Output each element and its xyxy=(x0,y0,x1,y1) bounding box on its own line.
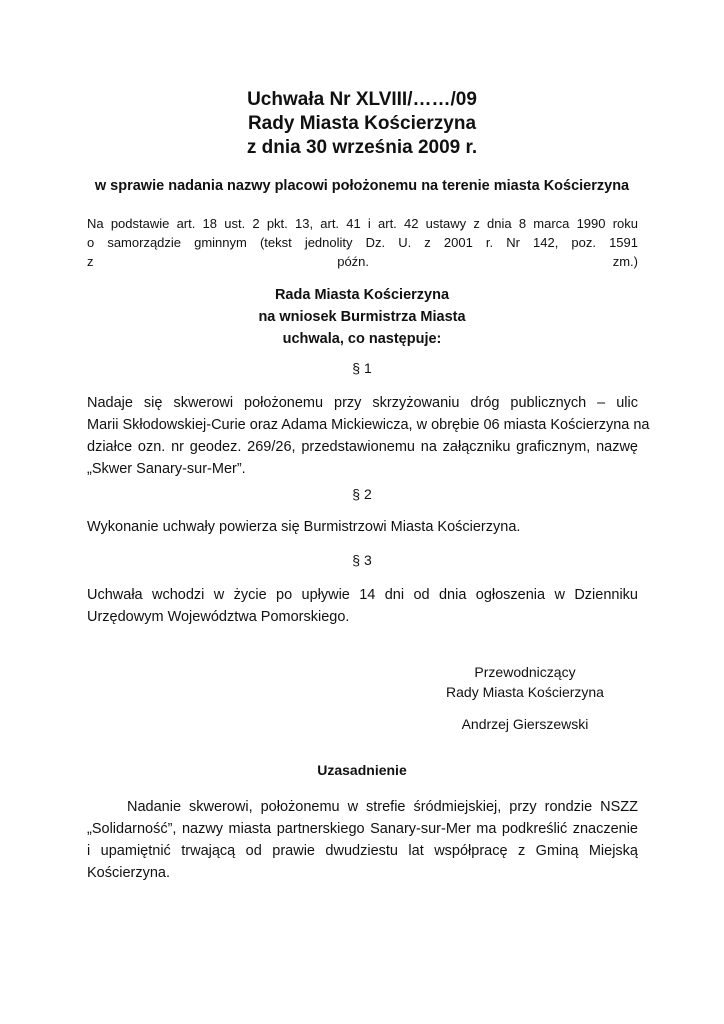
council-name-title: Rady Miasta Kościerzyna xyxy=(247,113,477,134)
section-2-line: Wykonanie uchwały powierza się Burmistrzowi Miasta Kościerzyna. xyxy=(87,519,521,535)
signature-name: Andrzej Gierszewski xyxy=(461,716,589,732)
justification-line: Kościerzyna. xyxy=(87,865,171,881)
section-3-line: Urzędowym Województwa Pomorskiego. xyxy=(87,609,350,625)
legal-basis-line: o samorządzie gminnym (tekst jednolity Dz. U. z 2001 r. Nr 142, poz. 1591 xyxy=(87,235,638,250)
legal-basis xyxy=(87,214,638,271)
justification-line: Nadanie skwerowi, położonemu w strefie śródmiejskiej, przy rondzie NSZZ xyxy=(127,799,638,815)
justification-heading: Uzasadnienie xyxy=(317,762,407,778)
resolution-number: Uchwała Nr XLVIII/……/09 xyxy=(247,89,477,110)
section-3-text xyxy=(87,584,638,628)
justification-line: „Solidarność”, nazwy miasta partnerskiego Sanary-sur-Mer ma podkreślić znaczenie xyxy=(87,821,638,837)
legal-basis-line: z późn. zm.) xyxy=(87,254,638,269)
section-2-text xyxy=(87,516,638,538)
preamble-request: na wniosek Burmistrza Miasta xyxy=(258,309,466,325)
section-sign-1: § 1 xyxy=(352,360,372,376)
legal-basis-line: Na podstawie art. 18 ust. 2 pkt. 13, art. 41 i art. 42 ustawy z dnia 8 marca 1990 roku xyxy=(87,216,638,231)
signature-body: Rady Miasta Kościerzyna xyxy=(446,684,604,700)
section-1-line: działce ozn. nr geodez. 269/26, przedstawionemu na załączniku graficznym, nazwę xyxy=(87,439,638,455)
section-1-line: „Skwer Sanary-sur-Mer”. xyxy=(87,461,246,477)
preamble-council: Rada Miasta Kościerzyna xyxy=(274,287,450,303)
resolution-date: z dnia 30 września 2009 r. xyxy=(246,137,478,158)
signature-role: Przewodniczący xyxy=(474,664,576,680)
section-1-line: Marii Skłodowskiej-Curie oraz Adama Mickiewicza, w obrębie 06 miasta Kościerzyna na xyxy=(87,417,650,433)
justification-text xyxy=(87,796,638,884)
resolution-subject: w sprawie nadania nazwy placowi położonemu na terenie miasta Kościerzyna xyxy=(94,178,630,194)
section-sign-3: § 3 xyxy=(352,552,372,568)
section-1-line: Nadaje się skwerowi położonemu przy skrzyżowaniu dróg publicznych – ulic xyxy=(87,395,638,411)
section-3-line: Uchwała wchodzi w życie po upływie 14 dni od dnia ogłoszenia w Dzienniku xyxy=(87,587,638,603)
justification-line: i upamiętnić trwającą od prawie dwudziestu lat współpracę z Gminą Miejską xyxy=(87,843,638,859)
section-1-text xyxy=(87,392,650,480)
preamble-resolves: uchwala, co następuje: xyxy=(282,331,442,347)
section-sign-2: § 2 xyxy=(352,486,372,502)
